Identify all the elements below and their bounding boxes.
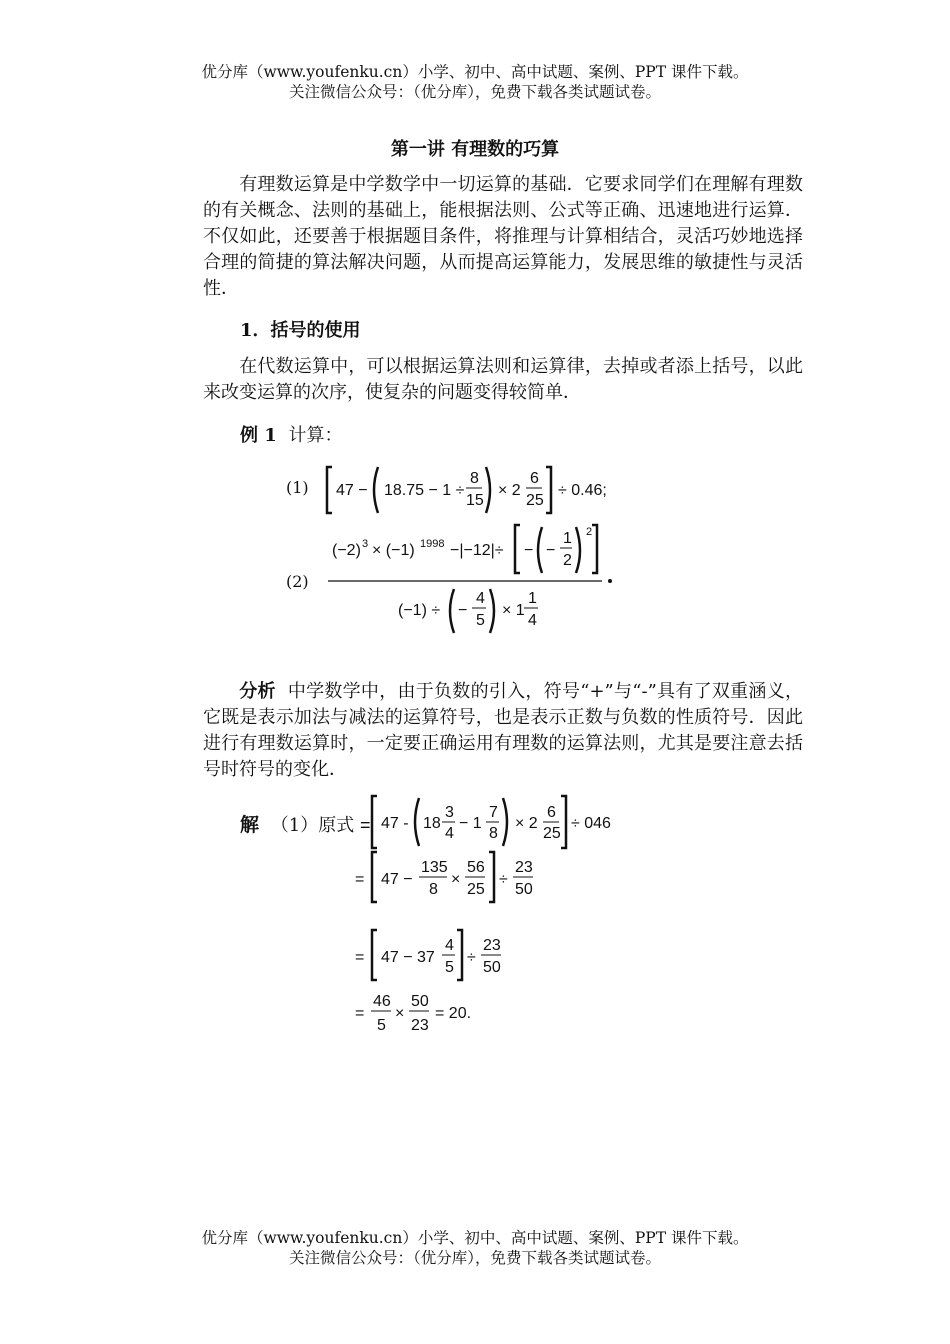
svg-text:3: 3 [445, 804, 454, 821]
example-label: 例 1 [240, 425, 277, 446]
svg-text:− 1: − 1 [459, 815, 482, 832]
svg-text:5: 5 [377, 1017, 386, 1034]
svg-text:× 2: × 2 [498, 482, 521, 499]
svg-text:5: 5 [445, 959, 454, 976]
footer-line-1: 优分库（www.youfenku.cn）小学、初中、高中试题、案例、PPT 课件下载。 [201, 1229, 749, 1247]
svg-text:6: 6 [547, 804, 556, 821]
svg-text:(2): (2) [286, 572, 309, 591]
svg-text:× 1: × 1 [502, 602, 525, 619]
svg-text:8: 8 [489, 825, 498, 842]
svg-text:(−2): (−2) [332, 542, 361, 559]
svg-text:−: − [546, 542, 556, 559]
intro-text: 有理数运算是中学数学中一切运算的基础．它要求同学们在理解有理数的有关概念、法则的基础上，能根据法则、公式等正确、迅速地进行运算．不仅如此，还要善于根据题目条件，将推理与计算相结合，灵活巧妙地选择合理的简捷的算法解决问题，从而提高运算能力，发展思维的敏捷性与灵活性． [203, 174, 803, 299]
analysis-label: 分析 [239, 681, 276, 702]
svg-text:4: 4 [445, 825, 454, 842]
svg-text:4: 4 [476, 590, 485, 607]
svg-text:−: − [458, 602, 468, 619]
svg-text:135: 135 [421, 859, 448, 876]
section-heading: 1．括号的使用 [240, 320, 361, 341]
problem-formulas [280, 455, 640, 635]
svg-text:4: 4 [445, 937, 454, 954]
svg-text:÷ 046: ÷ 046 [571, 815, 611, 832]
svg-text:15: 15 [466, 492, 484, 509]
svg-text:47 − 37: 47 − 37 [381, 949, 435, 966]
svg-text:25: 25 [543, 825, 561, 842]
svg-text:−: − [524, 542, 534, 559]
svg-text:=: = [355, 949, 365, 966]
svg-text:47 −: 47 − [381, 871, 413, 888]
solution-label: 解 [240, 814, 260, 836]
section-paragraph [203, 354, 803, 406]
svg-text:×: × [395, 1005, 405, 1022]
intro-paragraph [203, 172, 803, 302]
example-text: 计算： [288, 425, 343, 446]
svg-text:18: 18 [423, 815, 441, 832]
svg-text:×: × [451, 871, 461, 888]
svg-text:× (−1): × (−1) [372, 542, 415, 559]
svg-text:18.75 − 1 ÷: 18.75 − 1 ÷ [384, 482, 465, 499]
svg-text:47 -: 47 - [381, 815, 409, 832]
svg-text:23: 23 [411, 1017, 429, 1034]
svg-text:2: 2 [563, 552, 572, 569]
svg-text:2: 2 [586, 526, 593, 538]
svg-text:−|−12|÷: −|−12|÷ [450, 542, 504, 559]
header-line-1: 优分库（www.youfenku.cn）小学、初中、高中试题、案例、PPT 课件下载。 [201, 63, 749, 81]
svg-text:6: 6 [530, 470, 539, 487]
svg-text:50: 50 [515, 881, 533, 898]
analysis-paragraph [203, 679, 803, 783]
page-header [0, 62, 950, 102]
svg-text:50: 50 [411, 993, 429, 1010]
svg-text:8: 8 [429, 881, 438, 898]
section-text: 在代数运算中，可以根据运算法则和运算律，去掉或者添上括号，以此来改变运算的次序，使复杂的问题变得较简单． [203, 356, 803, 403]
header-line-2: 关注微信公众号：（优分库），免费下载各类试题试卷。 [288, 83, 661, 101]
svg-text:4: 4 [528, 612, 537, 629]
svg-text:1: 1 [563, 530, 572, 547]
svg-text:7: 7 [489, 804, 498, 821]
svg-text:(1): (1) [286, 478, 309, 497]
lecture-title: 第一讲 有理数的巧算 [390, 139, 560, 160]
svg-text:1998: 1998 [420, 538, 445, 550]
svg-text:56: 56 [467, 859, 485, 876]
svg-text:5: 5 [476, 612, 485, 629]
solution-formulas [345, 790, 635, 1040]
svg-text:= 20.: = 20. [435, 1005, 472, 1022]
svg-text:÷: ÷ [467, 949, 476, 966]
svg-text:=: = [355, 1005, 365, 1022]
analysis-text: 中学数学中，由于负数的引入，符号“+”与“-”具有了双重涵义，它既是表示加法与减法的运算符号，也是表示正数与负数的性质符号．因此进行有理数运算时，一定要正确运用有理数的运算法则，尤其是要注意去括号时符号的变化． [203, 681, 803, 780]
svg-text:25: 25 [526, 492, 544, 509]
svg-text:23: 23 [515, 859, 533, 876]
svg-text:47 −: 47 − [336, 482, 368, 499]
solution-part: （1）原式 [270, 815, 355, 836]
svg-text:23: 23 [483, 937, 501, 954]
svg-text:3: 3 [362, 538, 369, 550]
svg-text:=: = [355, 871, 365, 888]
footer-line-2: 关注微信公众号：（优分库），免费下载各类试题试卷。 [288, 1249, 661, 1267]
svg-text:(−1) ÷: (−1) ÷ [398, 602, 441, 619]
solution-heading: 解 （1）原式 = [240, 814, 371, 836]
svg-text:1: 1 [528, 590, 537, 607]
svg-text:25: 25 [467, 881, 485, 898]
svg-text:46: 46 [373, 993, 391, 1010]
svg-text:8: 8 [470, 470, 479, 487]
svg-text:÷: ÷ [499, 871, 508, 888]
svg-text:× 2: × 2 [515, 815, 538, 832]
page-footer [0, 1228, 950, 1268]
example-heading [240, 421, 343, 447]
svg-text:50: 50 [483, 959, 501, 976]
svg-text:÷ 0.46;: ÷ 0.46; [558, 482, 607, 499]
